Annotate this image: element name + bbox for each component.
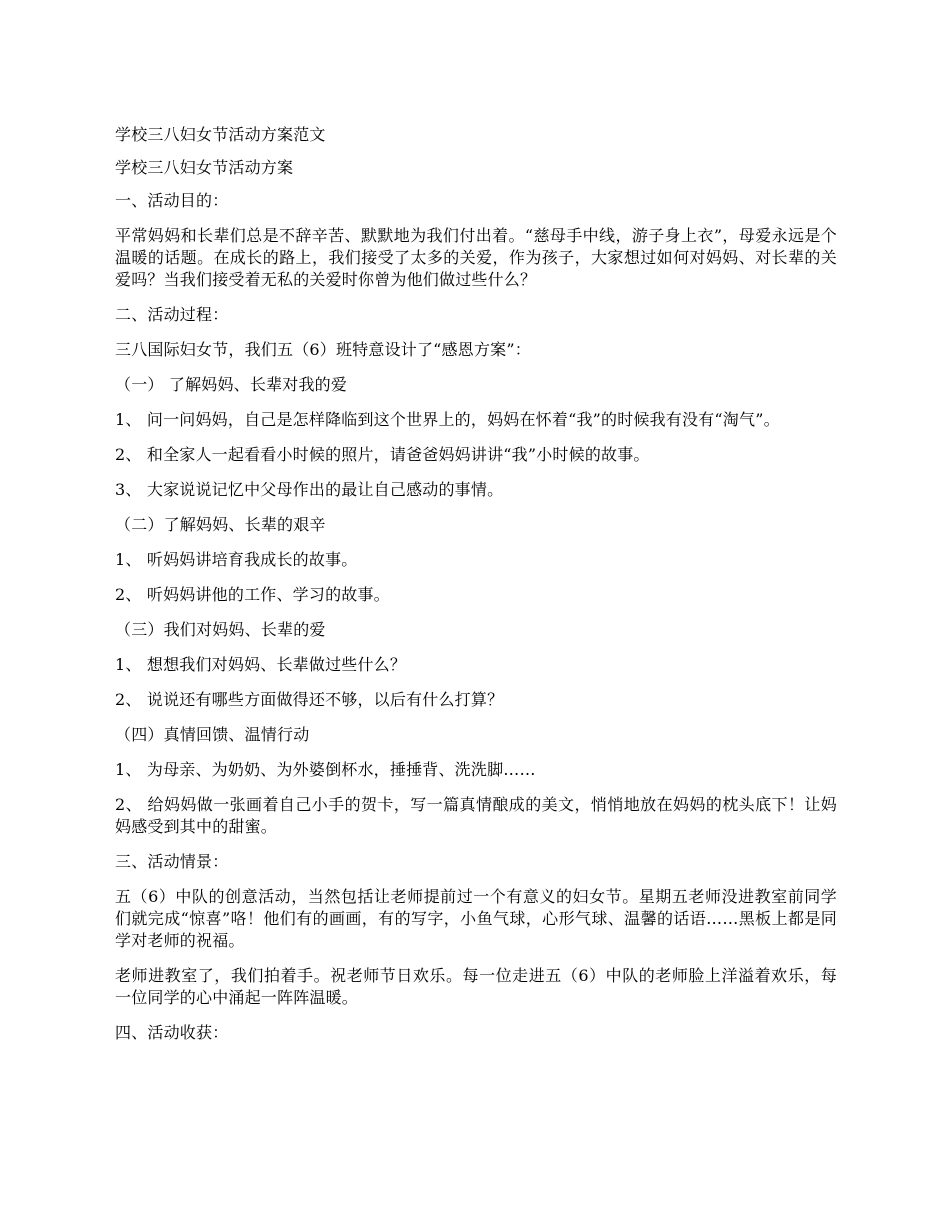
list-item: 2、 说说还有哪些方面做得还不够，以后有什么打算？ xyxy=(115,690,504,709)
list-item: 1、 问一问妈妈，自己是怎样降临到这个世界上的，妈妈在怀着“我”的时候我有没有“淘气”。 xyxy=(115,410,780,429)
subsection-heading-1: （一） 了解妈妈、长辈对我的爱 xyxy=(115,375,348,394)
subsection-heading-3: （三）我们对妈妈、长辈的爱 xyxy=(115,620,326,639)
list-item: 1、 想想我们对妈妈、长辈做过些什么？ xyxy=(115,655,407,674)
paragraph-process-intro: 三八国际妇女节，我们五（6）班特意设计了“感恩方案”： xyxy=(115,340,531,359)
paragraph-scene-body-1: 五（6）中队的创意活动，当然包括让老师提前过一个有意义的妇女节。星期五老师没进教室前同学们就完成“惊喜”咯！他们有的画画，有的写字，小鱼气球，心形气球、温馨的话语……黑板上都是同学对老师的祝福。 xyxy=(115,887,837,950)
document-title: 学校三八妇女节活动方案范文 xyxy=(115,125,326,144)
subsection-heading-2: （二）了解妈妈、长辈的艰辛 xyxy=(115,515,326,534)
list-item: 3、 大家说说记忆中父母作出的最让自己感动的事情。 xyxy=(115,480,504,499)
section-heading-scene: 三、活动情景： xyxy=(115,852,229,871)
section-heading-gains: 四、活动收获： xyxy=(115,1023,229,1042)
document-subtitle: 学校三八妇女节活动方案 xyxy=(115,158,294,177)
list-item: 2、 听妈妈讲他的工作、学习的故事。 xyxy=(115,585,390,604)
paragraph-purpose-body: 平常妈妈和长辈们总是不辞辛苦、默默地为我们付出着。“慈母手中线，游子身上衣”，母爱永远是个温暖的话题。在成长的路上，我们接受了太多的关爱，作为孩子，大家想过如何对妈妈、对长辈的关爱吗？当我们接受着无私的关爱时你曾为他们做过些什么？ xyxy=(115,226,837,289)
list-item: 1、 为母亲、为奶奶、为外婆倒杯水，捶捶背、洗洗脚…… xyxy=(115,760,536,779)
list-item: 2、 给妈妈做一张画着自己小手的贺卡，写一篇真情酿成的美文，悄悄地放在妈妈的枕头底下！让妈妈感受到其中的甜蜜。 xyxy=(115,795,837,836)
document-page xyxy=(115,124,837,1057)
paragraph-scene-body-2: 老师进教室了，我们拍着手。祝老师节日欢乐。每一位走进五（6）中队的老师脸上洋溢着欢乐，每一位同学的心中涌起一阵阵温暖。 xyxy=(115,966,837,1007)
section-heading-process: 二、活动过程： xyxy=(115,305,229,324)
section-heading-purpose: 一、活动目的： xyxy=(115,191,229,210)
subsection-heading-4: （四）真情回馈、温情行动 xyxy=(115,725,310,744)
list-item: 1、 听妈妈讲培育我成长的故事。 xyxy=(115,550,358,569)
list-item: 2、 和全家人一起看看小时候的照片，请爸爸妈妈讲讲“我”小时候的故事。 xyxy=(115,445,650,464)
